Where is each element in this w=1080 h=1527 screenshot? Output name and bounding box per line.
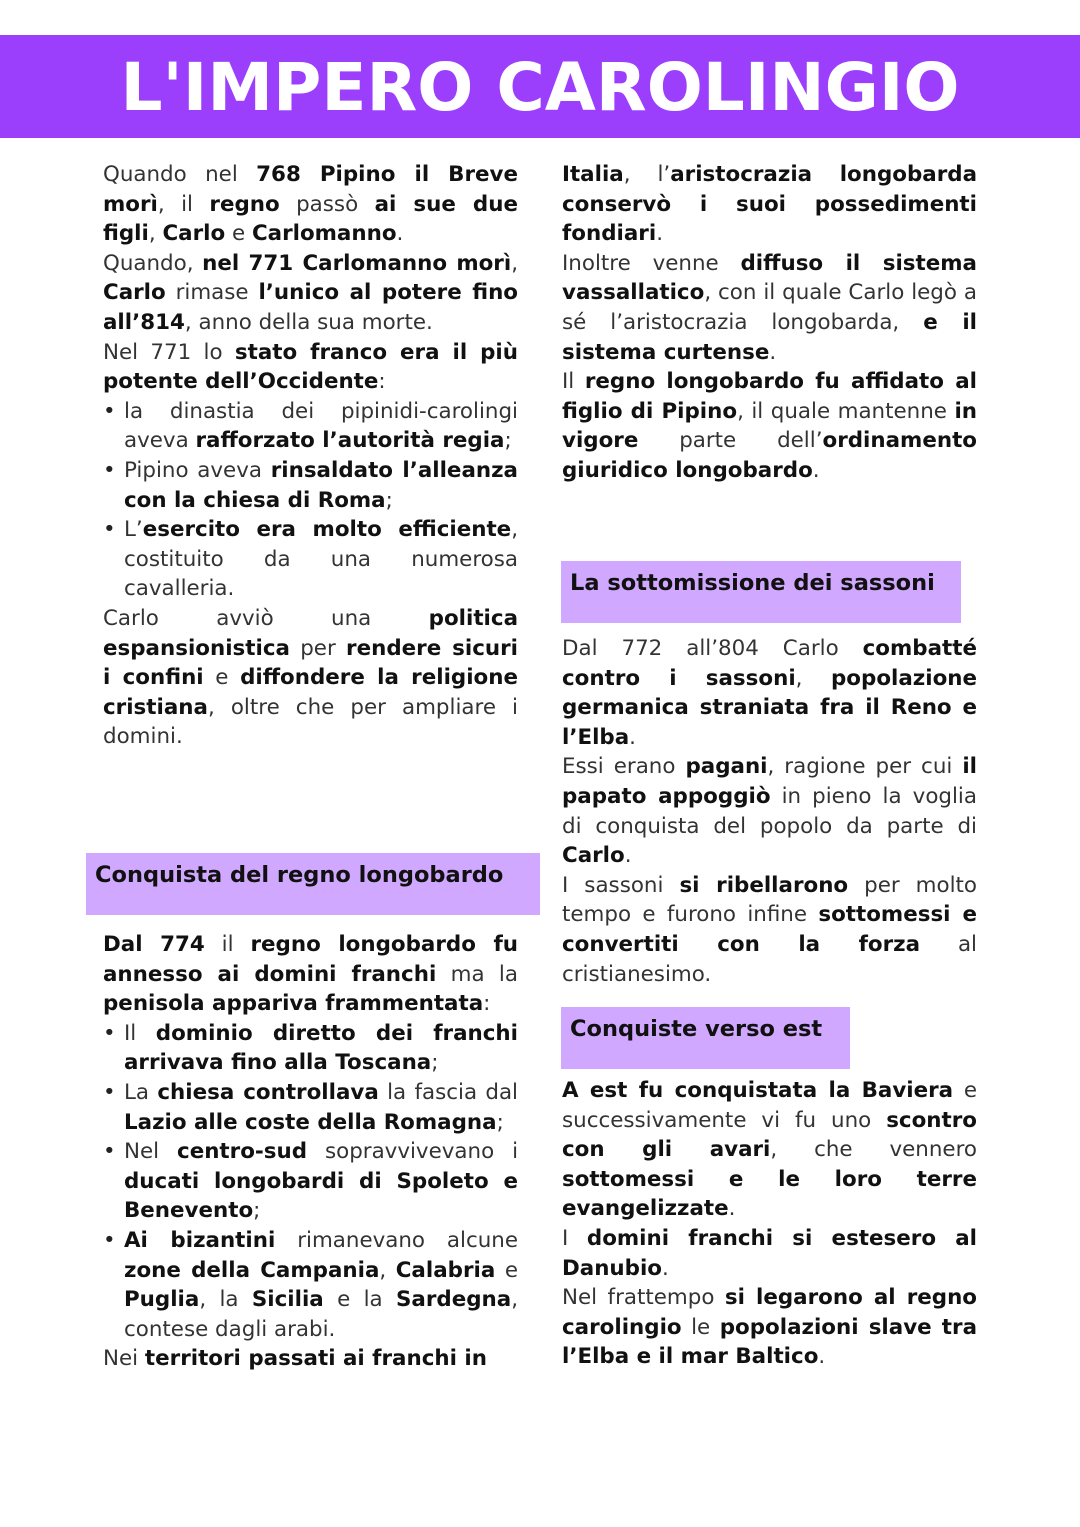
text: . [629,724,636,750]
bold-text: popolazioni slave tra l’Elba e il mar Baltico [562,1314,978,1370]
text: ma la [436,961,518,987]
text: , anno della sua morte. [184,309,433,335]
text: passò [279,191,375,217]
text: e [203,665,241,691]
list-item [103,456,518,515]
bold-text: aristocrazia longobarda conservò i suoi possedimenti fondiari [562,162,977,247]
text: Dal 772 all’804 Carlo [562,636,863,661]
bold-text: Lazio alle coste della Romagna [124,1109,497,1135]
bold-text: ordinamento giuridico longobardo [562,428,977,483]
text: La [124,1079,158,1105]
paragraph [562,160,977,249]
bold-text: in vigore [562,398,977,454]
text: per molto tempo e furono infine [562,872,977,928]
text: Nel frattempo [562,1285,725,1311]
bold-text: Italia [562,162,624,187]
text: , oltre che per ampliare i domini. [103,694,518,750]
bullet-list [103,397,518,604]
bold-text: centro-sud [177,1139,308,1165]
paragraph [103,160,518,249]
bold-text: Carlomanno [251,221,397,247]
paragraph [562,634,977,752]
paragraph [103,930,518,1019]
text: Nei [103,1346,145,1372]
bold-text: si legarono al regno carolingio [562,1285,977,1340]
paragraph [103,249,518,338]
text: . [396,221,404,247]
text: le [681,1314,720,1340]
bold-text: combatté contro i sassoni [562,636,977,691]
text: al cristianesimo. [562,931,977,987]
right-column-est [562,1076,977,1372]
text: Quando, [103,250,203,276]
paragraph [103,338,518,397]
bold-text: stato franco era il più potente dell’Occidente [103,339,518,395]
bold-text: zone della Campania [124,1257,380,1283]
text: il [204,932,251,957]
text: Pipino aveva [124,457,271,483]
bold-text: l’unico al potere fino all’814 [103,280,518,335]
text: , il [157,191,210,217]
text: : [378,369,386,395]
text: , che vennero [770,1137,977,1163]
paragraph [562,367,977,485]
left-column [103,160,518,752]
bold-text: esercito era molto efficiente [142,517,512,543]
bold-text: Sicilia [251,1287,324,1313]
text: Il [562,369,585,395]
text: e la [323,1287,396,1313]
text: ; [504,428,512,454]
text: . [656,221,664,247]
text: ; [431,1050,439,1076]
bold-text: ai sue due figli [103,191,518,247]
text: . [662,1255,669,1281]
text: Inoltre venne [562,250,741,276]
text: , [379,1257,396,1283]
paragraph [103,1344,518,1374]
text: , ragione per cui [767,754,963,780]
text: L’ [124,517,143,543]
section-heading-longobardo: Conquista del regno longobardo [86,853,540,915]
paragraph [562,752,977,870]
bold-text: Dal 774 [103,932,205,957]
paragraph [562,1283,977,1372]
bold-text: rafforzato l’autorità regia [195,428,505,454]
bold-text: diffuso il sistema vassallatico [562,250,977,306]
text: la dinastia dei pipinidi-carolingi aveva [124,398,518,454]
bold-text: Carlo [103,280,166,306]
text: Carlo avviò una [103,605,429,631]
bold-text: Carlo [162,221,226,247]
text: e [495,1257,518,1283]
text: I [562,1225,587,1251]
bold-text: diffondere la religione cristiana [103,665,518,720]
bold-text: popolazione germanica straniata fra il Reno e l’Elba [562,665,977,750]
bold-text: Puglia [124,1287,200,1313]
bold-text: regno longobardo fu affidato al figlio di Pipino [562,369,977,424]
text: , la [199,1287,252,1313]
text: Nel 771 lo [103,339,235,365]
text: la fascia dal [378,1079,518,1105]
paragraph [562,1076,977,1224]
text: . [818,1344,826,1370]
bold-text: ducati longobardi di Spoleto e Benevento [124,1168,518,1224]
list-item [103,1226,518,1344]
text: per [289,635,347,661]
text: parte dell’ [638,428,823,454]
text: ; [385,487,393,513]
text: , contese dagli arabi. [124,1287,518,1342]
text: Quando nel [103,162,257,187]
bold-text: chiesa controllava [157,1079,379,1105]
paragraph [562,1224,977,1283]
bold-text: e il sistema curtense [562,309,977,365]
bold-text: 768 Pipino il Breve morì [103,162,518,217]
text: , l’ [623,162,671,187]
page-title: L'IMPERO CAROLINGIO [120,49,960,126]
text: in pieno la voglia di conquista del popolo da parte di [562,783,977,839]
text: ; [496,1109,504,1135]
paragraph [562,871,977,989]
bold-text: rendere sicuri i confini [103,635,518,691]
text: e successivamente vi fu uno [562,1078,977,1133]
bold-text: sottomessi e convertiti con la forza [562,902,977,957]
text: , [148,221,163,247]
text: I sassoni [562,872,680,898]
right-column-sassoni [562,634,977,989]
section-heading-est: Conquiste verso est [561,1007,850,1069]
bold-text: Sardegna [396,1287,512,1313]
text: Il [124,1020,156,1046]
list-item [103,1137,518,1226]
list-item [103,397,518,456]
text: ; [253,1198,261,1224]
bold-text: il papato appoggiò [562,754,977,809]
bold-text: si ribellarono [679,872,849,898]
bold-text: territori passati ai franchi in [144,1346,487,1372]
bold-text: pagani [685,754,768,780]
text: . [812,457,820,483]
bold-text: politica espansionistica [103,605,518,661]
text: e [225,221,252,247]
text: , il quale mantenne [737,398,955,424]
text: Essi erano [562,754,686,780]
bullet-list [103,1019,518,1345]
bold-text: penisola apparivа frammentata [103,991,484,1017]
bold-text: Carlo [562,843,625,869]
left-column-lower [103,930,518,1374]
text: . [624,843,632,869]
text: sopravvivevano i [307,1139,519,1165]
text: rimase [165,280,259,306]
text: . [769,339,777,365]
list-item [103,1019,518,1078]
bold-text: Calabria [395,1257,496,1283]
right-column [562,160,977,486]
text: , con il quale Carlo legò a sé l’aristocrazia longobarda, [562,280,977,335]
list-item [103,515,518,604]
text: . [728,1196,736,1222]
bold-text: regno longobardo fu annesso ai domini franchi [103,932,518,987]
paragraph [103,604,518,752]
bold-text: scontro con gli avari [562,1107,977,1163]
text: Nel [124,1139,178,1165]
section-heading-sassoni: La sottomissione dei sassoni [561,561,961,623]
text: , costituito da una numerosa cavalleria. [124,517,518,602]
text: , [511,250,519,276]
bold-text: rinsaldato l’alleanza con la chiesa di Roma [124,457,518,513]
bold-text: A est fu conquistata la Baviera [562,1078,954,1103]
bold-text: regno [209,191,280,217]
bold-text: Ai bizantini [124,1227,276,1253]
bold-text: sottomessi e le loro terre evangelizzate [562,1166,977,1222]
text: , [795,665,831,691]
paragraph [562,249,977,367]
text: : [483,991,491,1017]
list-item [103,1078,518,1137]
text: rimanevano alcune [275,1227,518,1253]
bold-text: dominio diretto dei franchi arrivava fino alla Toscana [124,1020,518,1076]
bold-text: domini franchi si estesero al Danubio [562,1225,978,1281]
bold-text: nel 771 Carlomanno morì [202,250,512,276]
